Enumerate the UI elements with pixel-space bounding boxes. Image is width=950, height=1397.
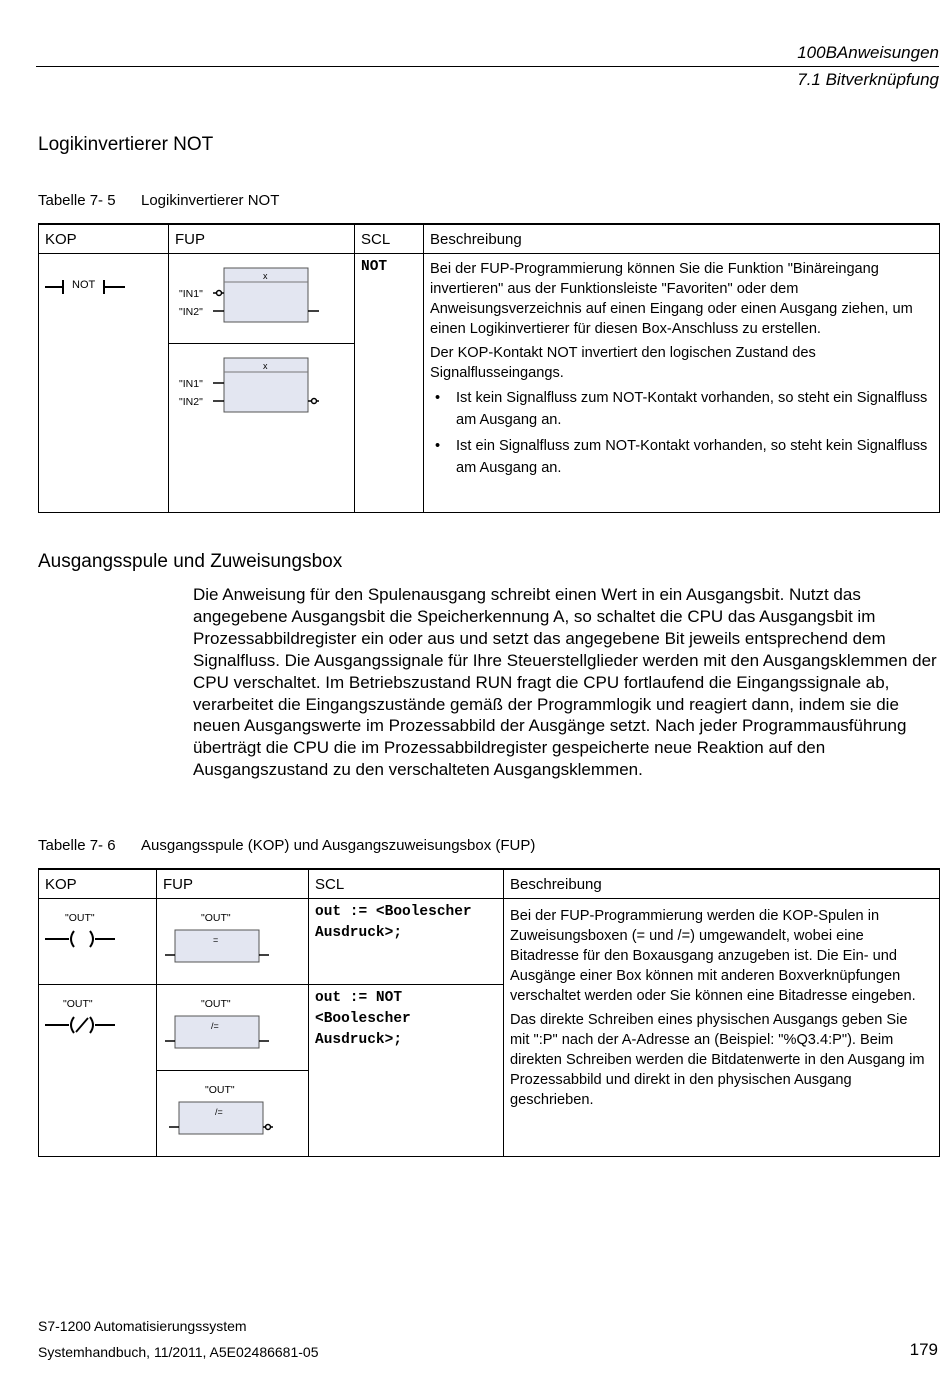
footer-product: S7-1200 Automatisierungssystem — [38, 1318, 247, 1334]
scl-cell-not: NOT — [355, 254, 424, 513]
kop-negated-coil-diagram — [39, 985, 156, 1065]
scl-cell-negated-assign: out := NOT <Boolescher Ausdruck>; — [309, 985, 504, 1157]
table-logic-inverter — [38, 223, 940, 513]
col-header-description: Beschreibung — [504, 869, 940, 899]
footer-manual-info: Systemhandbuch, 11/2011, A5E02486681-05 — [38, 1344, 319, 1360]
list-item: • Ist ein Signalfluss zum NOT-Kontakt vorhanden, so steht kein Signalfluss am Ausgang an. — [435, 438, 928, 476]
table-caption-text: Logikinvertierer NOT — [141, 192, 280, 209]
page-number: 179 — [909, 1340, 938, 1359]
table-output-coil — [38, 868, 940, 1157]
section-body-paragraph: Die Anweisung für den Spulenausgang schreibt einen Wert in ein Ausgangsbit. Nutzt das angegebene Ausgangsbit die Speicherkennung A, so schaltet die CPU das Ausgangsbit im Prozessabbildregister ein oder aus und setzt das angegebene Bit jeweils entsprechend dem Signalfluss. Die Ausgangssignale für Ihre Steuerstellglieder werden mit den Ausgangsklemmen der CPU verschaltet. Im Betriebszustand RUN fragt die CPU fortlaufend die Eingangssignale ab, verarbeitet die Eingangszustände gemäß der Programmlogik und reagiert dann, indem sie die neuen Ausgangswerte im Prozessabbild der Ausgänge setzt. Nach jeder Programmausführung überträgt die CPU die im Prozessabbildregister gespeicherte neue Reaktion auf den Ausgangszustand zu den verschalteten Ausgangsklemmen. — [193, 585, 937, 780]
fup-bottom-in2: "IN2" — [179, 396, 203, 408]
kop-negated-coil-label: "OUT" — [63, 998, 93, 1010]
description-cell-not — [424, 254, 940, 513]
running-header-section: 7.1 Bitverknüpfung — [797, 70, 939, 89]
running-header-chapter: 100BAnweisungen — [797, 43, 939, 62]
kop-cell-not — [39, 254, 169, 513]
fup-cell-bottom — [169, 344, 355, 513]
fup-inverted-output-box-symbol: /= — [215, 1107, 223, 1117]
kop-coil-label: "OUT" — [65, 912, 95, 924]
col-header-kop: KOP — [39, 224, 169, 254]
table-caption-7-6 — [38, 837, 535, 854]
fup-inverted-inputs-diagram — [169, 254, 354, 338]
description-paragraph-2: Der KOP-Kontakt NOT invertiert den logischen Zustand des Signalflusseingangs. — [430, 345, 816, 381]
fup-top-in2: "IN2" — [179, 306, 203, 318]
kop-cell-negated-coil — [39, 985, 157, 1157]
fup-assign-box-diagram — [157, 899, 308, 979]
fup-cell-assign — [157, 899, 309, 985]
col-header-scl: SCL — [309, 869, 504, 899]
fup-cell-negated-assign — [157, 985, 309, 1071]
col-header-fup: FUP — [169, 224, 355, 254]
col-header-kop: KOP — [39, 869, 157, 899]
description-paragraph-1: Bei der FUP-Programmierung können Sie die Funktion "Binäreingang invertieren" aus der Funktionsleiste "Favoriten" oder dem Anweisungsverzeichnis auf einen Eingang oder einen Ausgang ziehen, um einen Logikinvertierer für diesen Box-Anschluss zu erstellen. — [430, 261, 913, 337]
fup-top-in1: "IN1" — [179, 288, 203, 300]
col-header-description: Beschreibung — [424, 224, 940, 254]
fup-cell-top — [169, 254, 355, 344]
kop-not-label: NOT — [72, 279, 96, 291]
section-title-not: Logikinvertierer NOT — [38, 134, 214, 155]
fup-assign-box-symbol: = — [213, 935, 219, 945]
bullet-text-2: Ist ein Signalfluss zum NOT-Kontakt vorhanden, so steht kein Signalfluss am Ausgang an. — [456, 438, 928, 476]
list-item: • Ist kein Signalfluss zum NOT-Kontakt vorhanden, so steht ein Signalfluss am Ausgang an. — [435, 390, 928, 428]
col-header-scl: SCL — [355, 224, 424, 254]
table-caption-number: Tabelle 7- 5 — [38, 192, 116, 209]
bullet-text-1: Ist kein Signalfluss zum NOT-Kontakt vorhanden, so steht ein Signalfluss am Ausgang an. — [456, 390, 928, 428]
kop-cell-coil — [39, 899, 157, 985]
header-rule — [36, 66, 939, 67]
description-cell-coil — [504, 899, 940, 1157]
fup-top-box-label: x — [263, 271, 268, 281]
scl-cell-assign: out := <Boolescher Ausdruck>; — [309, 899, 504, 985]
fup-negated-assign-label: "OUT" — [201, 998, 231, 1010]
fup-assign-label: "OUT" — [201, 912, 231, 924]
fup-negated-assign-box-diagram — [157, 985, 308, 1065]
description-paragraph-1: Bei der FUP-Programmierung werden die KOP-Spulen in Zuweisungsboxen (= und /=) umgewandelt, wobei eine Bitadresse für den Boxausgang anzugeben ist. Die Ein- und Ausgänge einer Box können mit anderen Boxverknüpfungen verschaltet werden oder Sie können eine Bitadresse eingeben. — [510, 908, 916, 1004]
fup-bottom-in1: "IN1" — [179, 378, 203, 390]
table-caption-7-5 — [38, 192, 279, 209]
kop-coil-diagram — [39, 899, 156, 979]
fup-bottom-box-label: x — [263, 361, 268, 371]
table-caption-number: Tabelle 7- 6 — [38, 837, 116, 854]
col-header-fup: FUP — [157, 869, 309, 899]
description-paragraph-2: Das direkte Schreiben eines physischen Ausgangs geben Sie mit ":P" nach der A-Adresse an (Beispiel: "%Q3.4:P"). Beim direkten Schreiben werden die Bitdatenwerte in den Ausgang im Prozessabbild und direkt in den physischen Ausgang geschrieben. — [510, 1012, 925, 1108]
section-title-output-coil: Ausgangsspule und Zuweisungsbox — [38, 551, 343, 572]
fup-cell-inverted-output-assign — [157, 1071, 309, 1157]
fup-inverted-output-assign-diagram — [157, 1071, 308, 1151]
table-caption-text: Ausgangsspule (KOP) und Ausgangszuweisungsbox (FUP) — [141, 837, 536, 854]
fup-inverted-output-diagram — [169, 344, 354, 424]
description-bullet-list — [430, 387, 931, 479]
fup-negated-assign-box-symbol: /= — [211, 1021, 219, 1031]
kop-not-contact-diagram — [39, 254, 167, 314]
fup-inverted-output-label: "OUT" — [205, 1084, 235, 1096]
